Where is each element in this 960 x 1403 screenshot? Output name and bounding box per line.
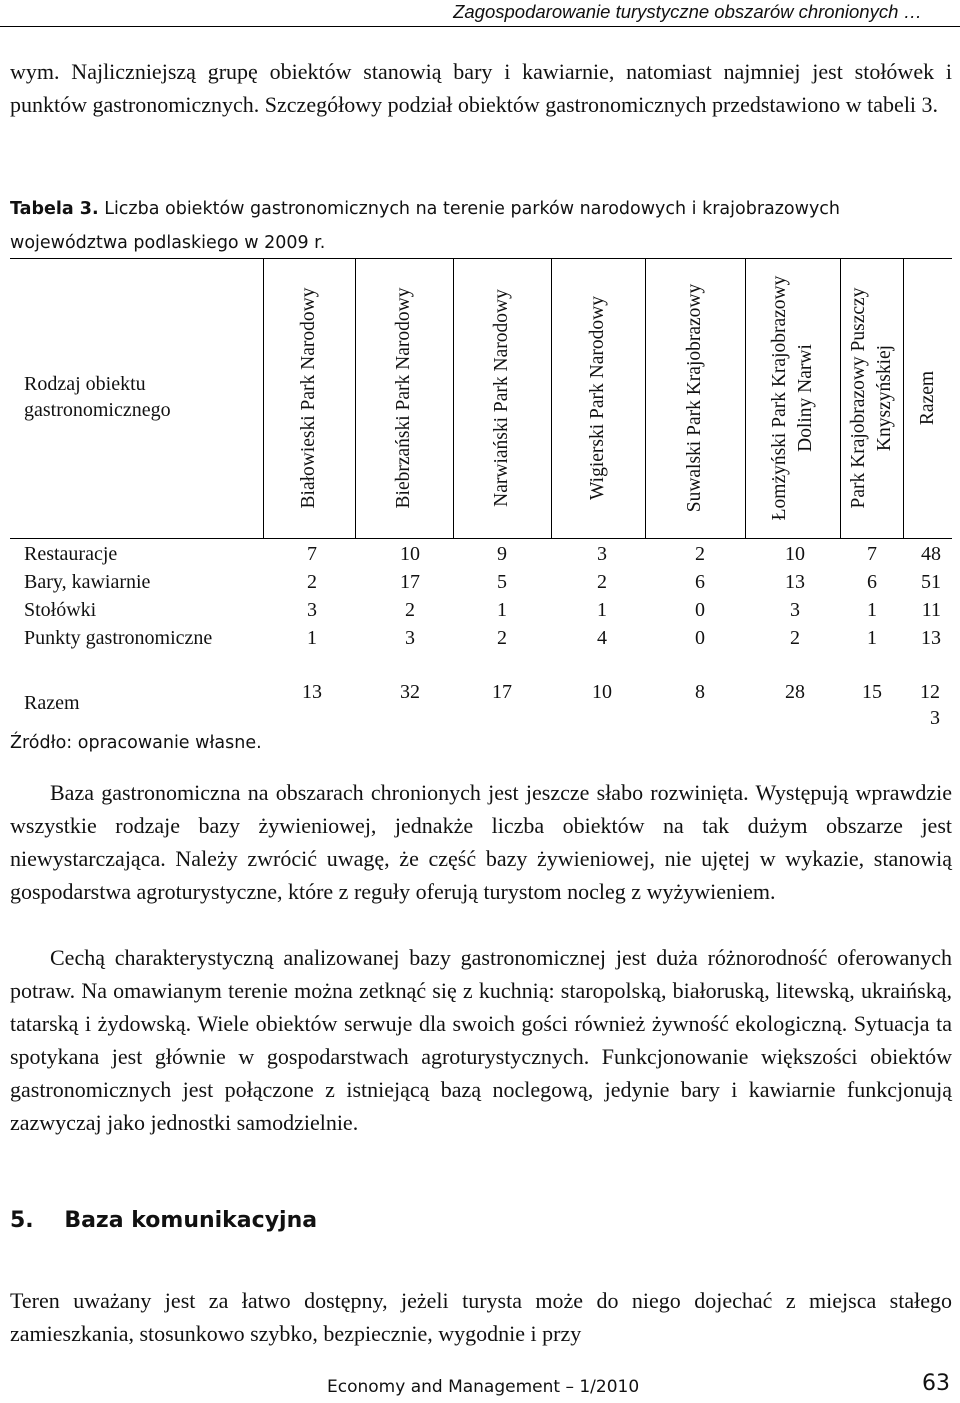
column-header-label: Wigierski Park Narodowy bbox=[587, 296, 608, 500]
cell-value: 0 bbox=[695, 599, 705, 621]
cell-value: 2 bbox=[307, 571, 317, 593]
cell-value: 2 bbox=[405, 599, 415, 621]
column-header-label: Białowieski Park Narodowy bbox=[298, 287, 319, 509]
column-header bbox=[263, 258, 355, 538]
row-label: Restauracje bbox=[24, 543, 118, 565]
column-header-label: Suwalski Park Krajobrazowy bbox=[684, 283, 705, 513]
column-header bbox=[355, 258, 453, 538]
cell-value: 2 bbox=[695, 543, 705, 565]
cell-value: 6 bbox=[695, 571, 705, 593]
gastronomy-table bbox=[10, 258, 952, 728]
table-source: Źródło: opracowanie własne. bbox=[10, 733, 262, 753]
table-caption-text: Liczba obiektów gastronomicznych na terenie parków narodowych i krajobrazowych województwa podlaskiego w 2009 r. bbox=[10, 199, 841, 253]
column-header-label: Narwiański Park Narodowy bbox=[491, 289, 512, 507]
running-title: Zagospodarowanie turystyczne obszarów chronionych … bbox=[453, 1, 922, 22]
cell-value: 1 bbox=[497, 599, 507, 621]
column-header-label: Biebrzański Park Narodowy bbox=[393, 287, 414, 509]
cell-value: 11 bbox=[921, 599, 941, 621]
cell-value: 32 bbox=[400, 681, 420, 703]
cell-value: 0 bbox=[695, 627, 705, 649]
row-label: Razem bbox=[24, 692, 80, 714]
paragraph-3: Teren uważany jest za łatwo dostępny, jeżeli turysta może do niego dojechać z miejsca stałego zamieszkania, stosunkowo szybko, bezpiecznie, wygodnie i przy bbox=[10, 1288, 952, 1346]
row-label: Punkty gastronomiczne bbox=[24, 627, 213, 649]
cell-value: 15 bbox=[862, 681, 882, 703]
cell-value: 28 bbox=[785, 681, 805, 703]
cell-value: 10 bbox=[592, 681, 612, 703]
cell-value: 7 bbox=[867, 543, 877, 565]
cell-value: 17 bbox=[400, 571, 420, 593]
row-label: Bary, kawiarnie bbox=[24, 571, 151, 593]
cell-value: 3 bbox=[405, 627, 415, 649]
column-header bbox=[903, 258, 952, 538]
column-header bbox=[745, 258, 840, 538]
cell-value: 3 bbox=[307, 599, 317, 621]
cell-value: 3 bbox=[597, 543, 607, 565]
column-header bbox=[840, 258, 903, 538]
table-header-rule bbox=[10, 538, 952, 539]
cell-value: 10 bbox=[400, 543, 420, 565]
row-label: Stołówki bbox=[24, 599, 97, 621]
column-header bbox=[453, 258, 551, 538]
column-header-label: Razem bbox=[916, 370, 938, 426]
cell-value: 1 bbox=[867, 627, 877, 649]
cell-value: 7 bbox=[307, 543, 317, 565]
cell-value: 2 bbox=[497, 627, 507, 649]
column-header bbox=[551, 258, 645, 538]
cell-value: 3 bbox=[790, 599, 800, 621]
cell-value: 10 bbox=[785, 543, 805, 565]
cell-value: 48 bbox=[921, 543, 941, 565]
column-header bbox=[645, 258, 745, 538]
section-heading bbox=[10, 1208, 317, 1233]
page-number: 63 bbox=[922, 1371, 950, 1396]
cell-value: 13 bbox=[921, 627, 941, 649]
column-header-label: Łomżyński Park Krajobrazowy Doliny Narwi bbox=[768, 275, 816, 521]
cell-value: 4 bbox=[597, 627, 607, 649]
intro-paragraph: wym. Najliczniejszą grupę obiektów stanowią bary i kawiarnie, natomiast najmniej jest stołówek i punktów gastronomicznych. Szczegółowy podział obiektów gastronomicznych przedstawiono w tabeli 3. bbox=[10, 59, 952, 117]
cell-value: 1 bbox=[307, 627, 317, 649]
cell-value: 8 bbox=[695, 681, 705, 703]
paragraph-1: Baza gastronomiczna na obszarach chronionych jest jeszcze słabo rozwinięta. Występują wprawdzie wszystkie rodzaje bazy żywieniowej, jednakże liczba obiektów na tak dużym obszarze jest niewystarczająca. Należy zwrócić uwagę, że część bazy żywieniowej, nie ujętej w wykazie, stanowią gospodarstwa agroturystyczne, które z reguły oferują turystom nocleg z wyżywieniem. bbox=[10, 780, 952, 904]
cell-value: 13 bbox=[302, 681, 322, 703]
column-header-label: Park Krajobrazowy Puszczy Knyszyńskiej bbox=[847, 287, 895, 509]
cell-value: 1 bbox=[597, 599, 607, 621]
table-caption-label: Tabela 3. bbox=[10, 199, 99, 219]
cell-value: 17 bbox=[492, 681, 512, 703]
section-number: 5. bbox=[10, 1208, 34, 1233]
cell-value: 2 bbox=[597, 571, 607, 593]
cell-value: 5 bbox=[497, 571, 507, 593]
section-title: Baza komunikacyjna bbox=[64, 1208, 318, 1233]
cell-value: 2 bbox=[790, 627, 800, 649]
cell-value: 13 bbox=[785, 571, 805, 593]
table-caption bbox=[10, 192, 950, 260]
footer-journal: Economy and Management – 1/2010 bbox=[327, 1377, 640, 1397]
cell-value: 1 bbox=[867, 599, 877, 621]
cell-value: 9 bbox=[497, 543, 507, 565]
running-header bbox=[0, 0, 960, 27]
cell-value: 6 bbox=[867, 571, 877, 593]
row-header-title: Rodzaj obiektu gastronomicznego bbox=[24, 373, 171, 421]
cell-value: 123 bbox=[920, 681, 940, 729]
paragraph-2: Cechą charakterystyczną analizowanej bazy gastronomicznej jest duża różnorodność oferowanych potraw. Na omawianym terenie można zetknąć się z kuchnią: staropolską, białoruską, litewską, ukraińską, tatarską i żydowską. Wiele obiektów serwuje dla swoich gości również żywność ekologiczną. Sytuacja ta spotykana jest głównie w gospodarstwach agroturystycznych. Funkcjonowanie większości obiektów gastronomicznych jest połączone z istniejącą bazą noclegową, jedynie bary i kawiarnie funkcjonują zazwyczaj jako jednostki samodzielnie. bbox=[10, 945, 952, 1135]
cell-value: 51 bbox=[921, 571, 941, 593]
